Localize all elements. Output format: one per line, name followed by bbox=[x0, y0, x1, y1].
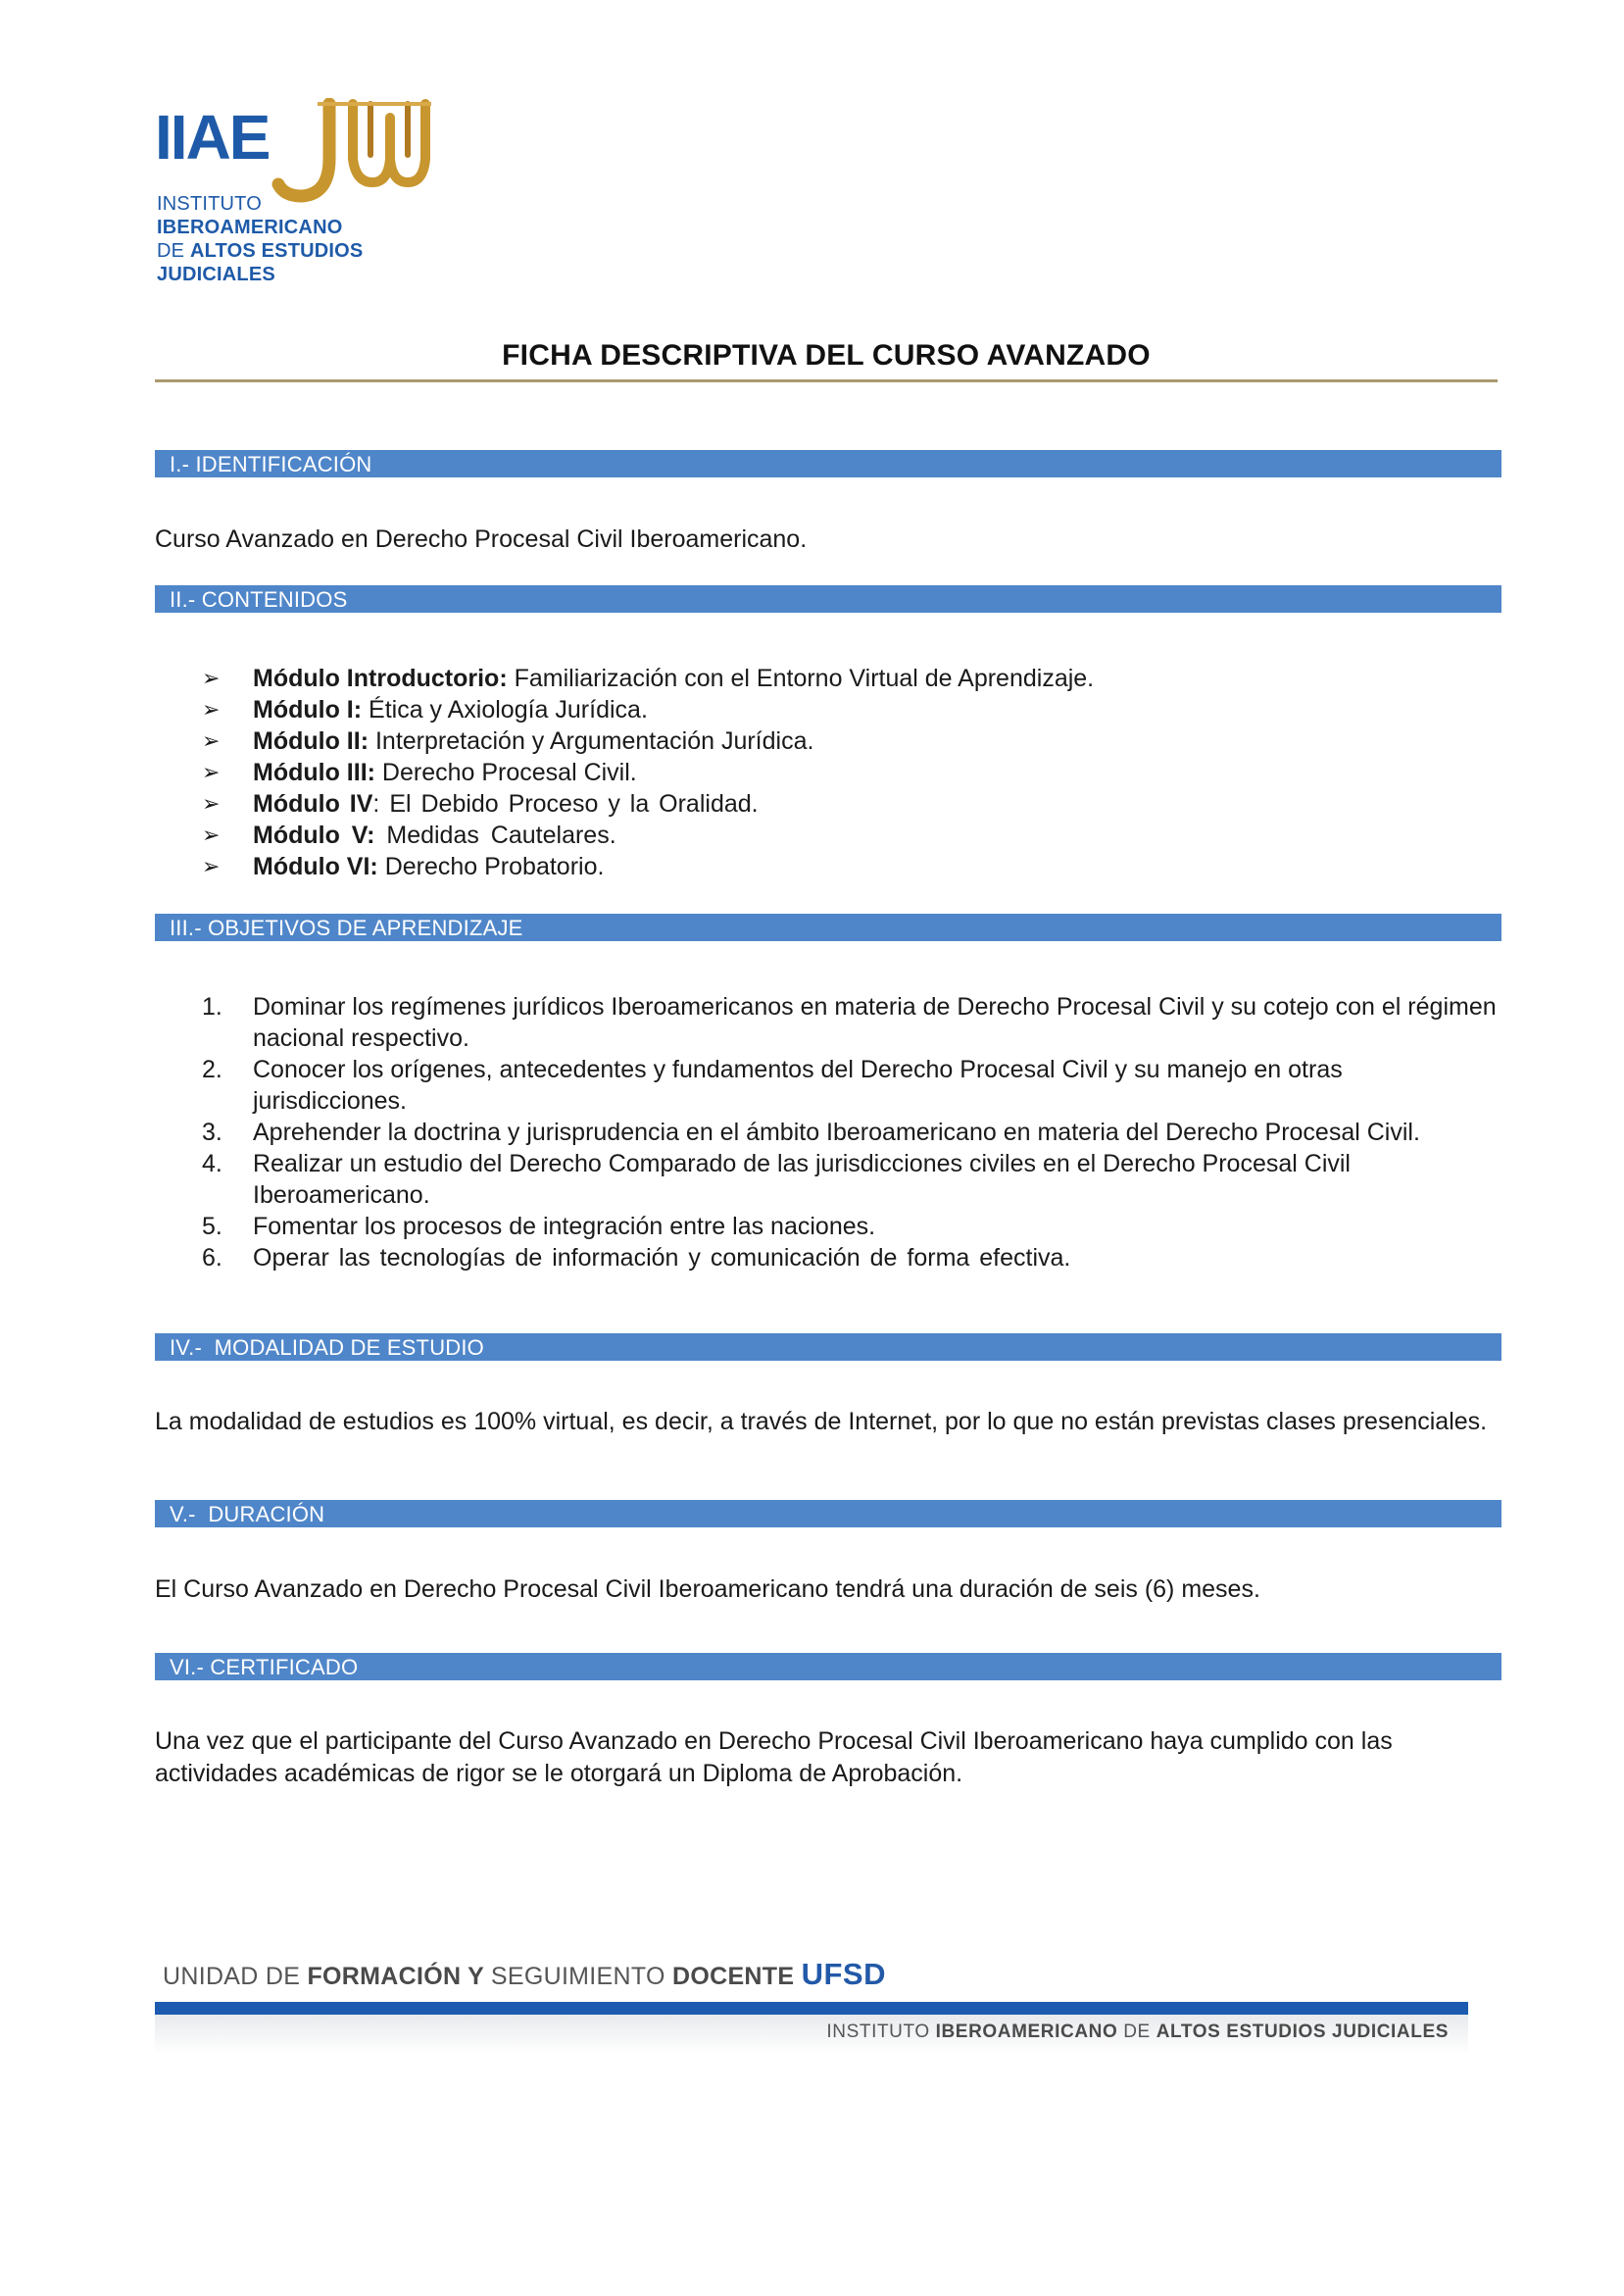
list-item bbox=[202, 1211, 1498, 1242]
item-number: 1. bbox=[202, 993, 222, 1021]
section-heading: IV.- MODALIDAD DE ESTUDIO bbox=[170, 1335, 484, 1360]
section-heading: II.- CONTENIDOS bbox=[170, 587, 348, 612]
arrow-bullet-icon: ➢ bbox=[202, 666, 221, 690]
module-description: Interpretación y Argumentación Jurídica. bbox=[369, 727, 814, 755]
logo-line-3-bold: ALTOS ESTUDIOS bbox=[189, 240, 364, 262]
arrow-bullet-icon: ➢ bbox=[202, 697, 221, 722]
item-text: Operar las tecnologías de información y comunicación de forma efectiva. bbox=[253, 1244, 1071, 1272]
footer-text: UNIDAD DE bbox=[163, 1963, 308, 1990]
arrow-bullet-icon: ➢ bbox=[202, 760, 221, 784]
footer-text: ALTOS ESTUDIOS JUDICIALES bbox=[1156, 2021, 1449, 2042]
item-number: 4. bbox=[202, 1150, 222, 1177]
footer-text: DOCENTE bbox=[672, 1963, 802, 1990]
arrow-bullet-icon: ➢ bbox=[202, 728, 221, 753]
item-text: Realizar un estudio del Derecho Comparado de las jurisdicciones civiles en el Derecho Procesal Civil Iberoamericano. bbox=[253, 1150, 1351, 1209]
item-number: 6. bbox=[202, 1244, 222, 1272]
list-item bbox=[202, 757, 1496, 788]
module-description: Derecho Probatorio. bbox=[377, 853, 605, 880]
item-text: Dominar los regímenes jurídicos Iberoamericanos en materia de Derecho Procesal Civil y su cotejo con el régimen nacional respectivo. bbox=[253, 993, 1497, 1052]
list-item bbox=[202, 991, 1498, 1054]
list-item bbox=[202, 1054, 1498, 1117]
section-header-duracion bbox=[155, 1500, 1501, 1527]
page-footer bbox=[155, 1957, 1468, 2055]
list-item bbox=[202, 1117, 1498, 1148]
logo-line-3-prefix: DE bbox=[157, 240, 190, 262]
module-description: Familiarización con el Entorno Virtual de Aprendizaje. bbox=[507, 665, 1095, 692]
certificado-text: Una vez que el participante del Curso Avanzado en Derecho Procesal Civil Iberoamericano haya cumplido con las actividades académicas de rigor se le otorgará un Diploma de Aprobación. bbox=[155, 1727, 1393, 1787]
footer-ufsd-mark: UFSD bbox=[801, 1957, 886, 1991]
logo-line-2: IBEROAMERICANO bbox=[157, 217, 343, 238]
section-header-modalidad bbox=[155, 1333, 1501, 1361]
list-item bbox=[202, 1242, 1498, 1273]
footer-text: IBEROAMERICANO bbox=[935, 2021, 1124, 2042]
module-name: Módulo Introductorio: bbox=[253, 665, 508, 692]
svg-text:IIAE: IIAE bbox=[155, 102, 270, 173]
list-item bbox=[202, 788, 1496, 820]
module-name: Módulo I: bbox=[253, 696, 363, 724]
footer-text: DE bbox=[1123, 2021, 1156, 2042]
item-text: Fomentar los procesos de integración entre las naciones. bbox=[253, 1213, 876, 1240]
contenidos-list bbox=[202, 663, 1496, 882]
arrow-bullet-icon: ➢ bbox=[202, 854, 221, 878]
module-description: Medidas Cautelares. bbox=[374, 822, 616, 849]
item-number: 3. bbox=[202, 1119, 222, 1146]
modalidad-text: La modalidad de estudios es 100% virtual, es decir, a través de Internet, por lo que no están previstas clases presenciales. bbox=[155, 1408, 1488, 1435]
arrow-bullet-icon: ➢ bbox=[202, 791, 221, 816]
institute-logo bbox=[155, 98, 439, 294]
module-description: Derecho Procesal Civil. bbox=[374, 759, 637, 786]
footer-text: SEGUIMIENTO bbox=[490, 1963, 672, 1990]
module-name: Módulo IV bbox=[253, 790, 373, 818]
footer-institute-name bbox=[826, 2021, 1449, 2043]
item-text: Aprehender la doctrina y jurisprudencia en el ámbito Iberoamericano en materia del Derecho Procesal Civil. bbox=[253, 1119, 1420, 1146]
item-text: Conocer los orígenes, antecedentes y fundamentos del Derecho Procesal Civil y su manejo en otras jurisdicciones. bbox=[253, 1056, 1343, 1115]
item-number: 2. bbox=[202, 1056, 222, 1083]
list-item bbox=[202, 725, 1496, 757]
section-heading: VI.- CERTIFICADO bbox=[170, 1655, 359, 1679]
footer-text: INSTITUTO bbox=[826, 2021, 936, 2042]
module-name: Módulo V: bbox=[253, 822, 375, 849]
section-header-identificacion bbox=[155, 450, 1501, 477]
logo-wordmark bbox=[157, 192, 363, 286]
list-item bbox=[202, 851, 1496, 882]
section-header-objetivos bbox=[155, 914, 1501, 941]
list-item bbox=[202, 694, 1496, 725]
footer-unit-name bbox=[163, 1957, 886, 1992]
footer-text: FORMACIÓN Y bbox=[307, 1963, 491, 1990]
module-description: Ética y Axiología Jurídica. bbox=[362, 696, 648, 724]
list-item bbox=[202, 1148, 1498, 1211]
arrow-bullet-icon: ➢ bbox=[202, 823, 221, 847]
duracion-text: El Curso Avanzado en Derecho Procesal Civil Iberoamericano tendrá una duración de seis (6) meses. bbox=[155, 1575, 1260, 1603]
section-header-contenidos bbox=[155, 585, 1501, 613]
module-name: Módulo II: bbox=[253, 727, 369, 755]
module-description: : El Debido Proceso y la Oralidad. bbox=[372, 790, 759, 818]
identificacion-text: Curso Avanzado en Derecho Procesal Civil Iberoamericano. bbox=[155, 525, 808, 553]
item-number: 5. bbox=[202, 1213, 222, 1240]
list-item bbox=[202, 663, 1496, 694]
logo-line-4: JUDICIALES bbox=[157, 264, 275, 285]
section-heading: I.- IDENTIFICACIÓN bbox=[170, 452, 372, 476]
list-item bbox=[202, 820, 1496, 851]
section-heading: V.- DURACIÓN bbox=[170, 1502, 325, 1526]
module-name: Módulo VI: bbox=[253, 853, 378, 880]
section-heading: III.- OBJETIVOS DE APRENDIZAJE bbox=[170, 916, 523, 940]
objetivos-list bbox=[202, 991, 1498, 1273]
footer-bar bbox=[155, 2002, 1468, 2015]
page-title: FICHA DESCRIPTIVA DEL CURSO AVANZADO bbox=[502, 339, 1151, 372]
title-divider bbox=[155, 379, 1498, 382]
section-header-certificado bbox=[155, 1653, 1501, 1680]
module-name: Módulo III: bbox=[253, 759, 375, 786]
logo-line-1: INSTITUTO bbox=[157, 193, 262, 215]
